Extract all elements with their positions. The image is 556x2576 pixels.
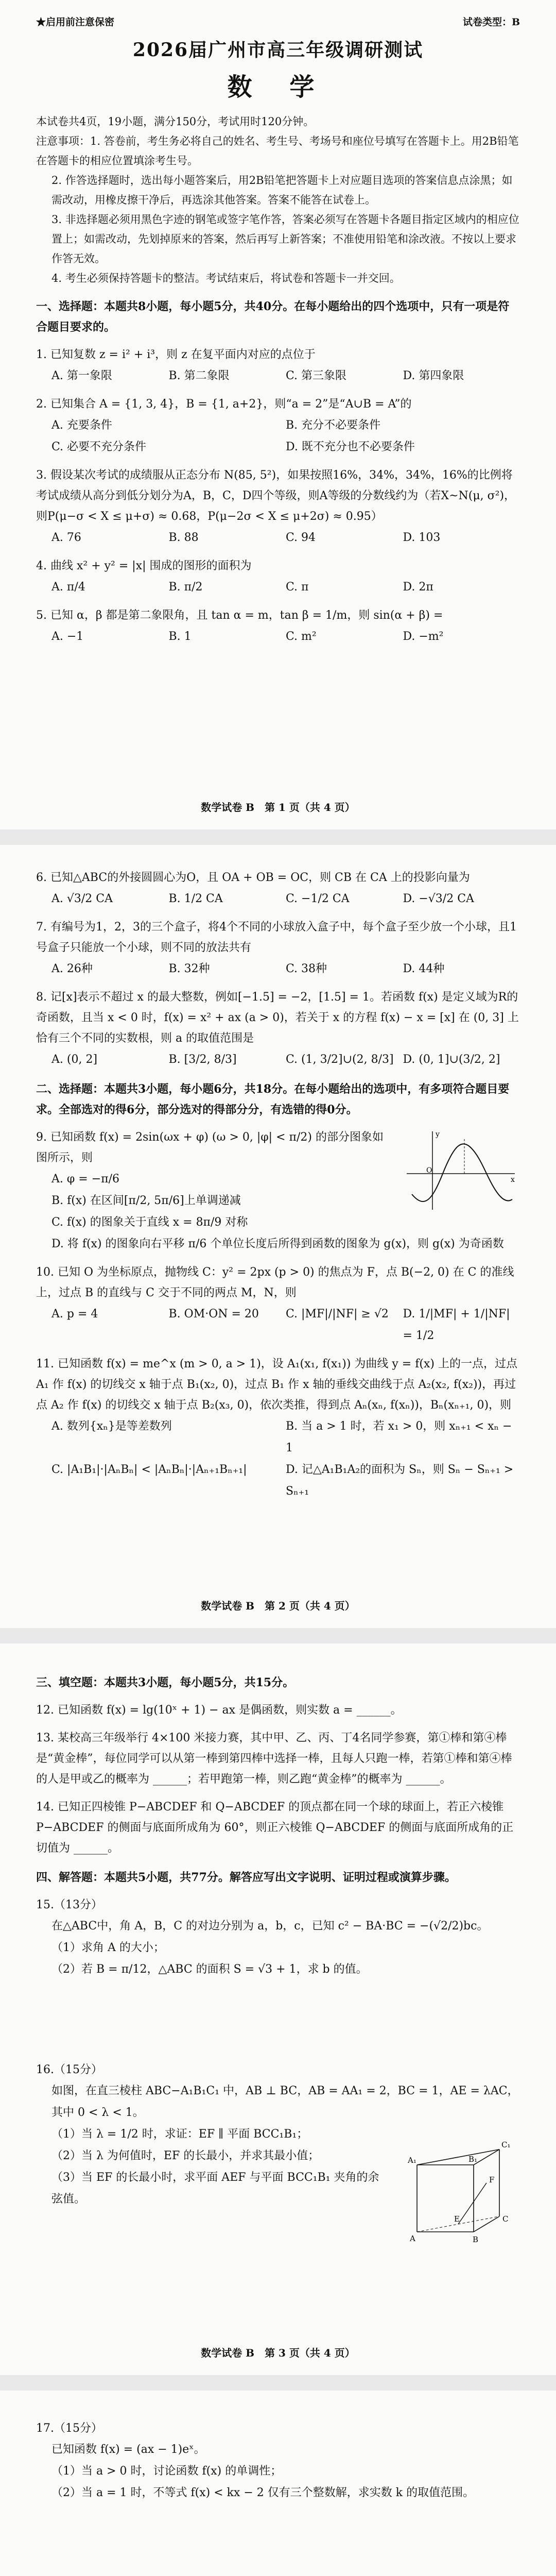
origin-label: O	[426, 1166, 432, 1175]
option-d: D. 44种	[403, 962, 445, 975]
question-6: 6. 已知△ABC的外接圆圆心为O，且 OA + OB = OC，则 CB 在 CA 上的投影向量为	[36, 871, 470, 884]
option-b: B. 充分不必要条件	[286, 419, 381, 432]
option-b: B. OM·ON = 20	[168, 1308, 259, 1320]
question-16-part-1: （1）当 λ = 1/2 时，求证：EF ∥ 平面 BCC₁B₁；	[51, 2128, 308, 2141]
question-7-options	[36, 958, 520, 980]
question-15-head: 15.（13分）	[36, 1899, 102, 1911]
sine-graph-figure	[402, 1127, 520, 1215]
option-a: A. (0, 2]	[51, 1053, 98, 1066]
header	[36, 14, 520, 28]
section-2-heading: 二、选择题：本题共3小题，每小题6分，共18分。在每小题给出的选项中，有多项符合题目要求。全部选对的得6分，部分选对的得部分分，有选错的得0分。	[36, 1082, 510, 1116]
question-5-options	[36, 626, 520, 648]
answer-space	[36, 1980, 520, 2053]
option-b: B. π/2	[168, 581, 203, 594]
option-b: B. 1	[168, 630, 192, 643]
option-a: A. −1	[51, 630, 84, 643]
label-b1: B₁	[468, 2155, 478, 2164]
option-a: A. 数列{xₙ}是等差数列	[51, 1420, 172, 1433]
question-17-stem: 已知函数 f(x) = (ax − 1)eˣ。	[51, 2443, 205, 2456]
option-d: D. 2π	[403, 581, 433, 594]
question-4: 4. 曲线 x² + y² = |x| 围成的图形的面积为	[36, 560, 252, 572]
question-2-options	[36, 415, 520, 458]
note-2: 2. 作答选择题时，选出每小题答案后，用2B铅笔把答题卡上对应题目选项的答案信息点涂黑；如需改动，用橡皮擦干净后，再选涂其他答案。答案不能答在试卷上。	[51, 174, 513, 206]
option-c: C. m²	[286, 630, 317, 643]
page-3	[0, 1643, 556, 2375]
option-c: C. |MF|/|NF| ≥ √2	[286, 1308, 389, 1320]
option-a: A. π/4	[51, 581, 85, 594]
question-3: 3. 假设某次考试的成绩服从正态分布 N(85, 5²)，如果按照16%，34%，34%，16%的比例将考试成绩从高分到低分划分为A，B，C，D四个等级，则A等级的分数线约为（若X~N(μ, σ²)，则P(μ−σ < X ≤ μ+σ) ≈ 0.68，P(μ−2σ < X ≤ μ+2σ) ≈ 0.95）	[36, 469, 516, 523]
question-10-options	[36, 1303, 520, 1347]
option-c: C. 第三象限	[286, 369, 347, 382]
page-footer: 数学试卷 B 第 2 页（共 4 页）	[201, 1600, 355, 1612]
option-b: B. [3/2, 8/3]	[168, 1053, 237, 1066]
question-11-options	[36, 1416, 520, 1502]
question-1: 1. 已知复数 z = i² + i³，则 z 在复平面内对应的点位于	[36, 348, 316, 361]
note-4: 4. 考生必须保持答题卡的整洁。考试结束后，将试卷和答题卡一并交回。	[51, 272, 401, 284]
question-11: 11. 已知函数 f(x) = me^x (m > 0, a > 1)，设 A₁(x₁, f(x₁)) 为曲线 y = f(x) 上的一点，过点 A₁ 作 f(x) 的切线交 x 轴于点 B₁(x₂, 0)，过点 B₁ 作 x 轴的垂线交曲线于点 A₂(x₂, f(x₂))，再过点 A₂ 作 f(x) 的切线交 x 轴于点 B₂(x₃, 0)，依次类推，得到点 Aₙ(xₙ, f(xₙ))，Bₙ(xₙ₊₁, 0)，则	[36, 1358, 517, 1412]
option-d: D. 第四象限	[403, 369, 464, 382]
x-label: x	[511, 1176, 515, 1184]
question-16-parts-block	[36, 2124, 520, 2244]
label-f: F	[489, 2175, 495, 2184]
question-17-head: 17.（15分）	[36, 2422, 102, 2435]
option-d: D. 记△A₁B₁A₂的面积为 Sₙ，则 Sₙ − Sₙ₊₁ > Sₙ₊₁	[286, 1463, 514, 1498]
segment-ef	[458, 2183, 486, 2224]
question-9: 9. 已知函数 f(x) = 2sin(ωx + φ) (ω > 0, |φ| < π/2) 的部分图象如图所示，则	[36, 1131, 384, 1164]
option-c: C. π	[286, 581, 309, 594]
page-2	[0, 845, 556, 1628]
label-c: C	[502, 2214, 509, 2224]
question-9-option-d: D. 将 f(x) 的图象向右平移 π/6 个单位长度后所得到函数的图象为 g(x)，则 g(x) 为奇函数	[51, 1238, 504, 1250]
option-a: A. √3/2 CA	[51, 892, 113, 905]
section-4-heading: 四、解答题：本题共5小题，共77分。解答应写出文字说明、证明过程或演算步骤。	[36, 1871, 456, 1884]
question-15-stem: 在△ABC中，角 A，B，C 的对边分别为 a，b，c，已知 c² − BA·BC = −(√2/2)bc。	[51, 1920, 489, 1933]
question-12: 12. 已知函数 f(x) = lg(10ˣ + 1) − ax 是偶函数，则实数 a = ______。	[36, 1704, 402, 1717]
label-e: E	[454, 2214, 460, 2224]
question-10: 10. 已知 O 为坐标原点，抛物线 C：y² = 2px (p > 0) 的焦点为 F，点 B(−2, 0) 在 C 的准线上，过点 B 的直线与 C 交于不同的两点 M，N，则	[36, 1266, 514, 1299]
option-a: A. 76	[51, 531, 81, 544]
question-16-head: 16.（15分）	[36, 2063, 102, 2076]
confidential-label: ★启用前注意保密	[36, 16, 115, 28]
question-4-options	[36, 577, 520, 598]
option-c: C. (1, 3/2]∪(2, 8/3]	[286, 1053, 394, 1066]
option-d: D. 1/|MF| + 1/|NF| = 1/2	[403, 1308, 510, 1342]
option-d: D. −√3/2 CA	[403, 892, 474, 905]
question-7: 7. 有编号为1，2，3的三个盒子，将4个不同的小球放入盒子中，每个盒子至少放一个小球，且1号盒子只能放一个小球，则不同的放法共有	[36, 921, 517, 954]
question-15-part-1: （1）求角 A 的大小；	[51, 1941, 165, 1954]
option-d: D. 103	[403, 531, 441, 544]
question-9-option-c: C. f(x) 的图象关于直线 x = 8π/9 对称	[51, 1216, 248, 1229]
question-3-options	[36, 527, 520, 549]
option-a: A. 充要条件	[51, 419, 112, 432]
option-c: C. 94	[286, 531, 316, 544]
exam-intro: 本试卷共4页，19小题，满分150分，考试用时120分钟。	[36, 115, 315, 128]
option-c: C. |A₁B₁|·|AₙBₙ| < |AₙBₙ|·|Aₙ₊₁Bₙ₊₁|	[51, 1463, 247, 1476]
page-1	[0, 0, 556, 829]
option-b: B. 第二象限	[168, 369, 230, 382]
question-15-part-2: （2）若 B = π/12，△ABC 的面积 S = √3 + 1，求 b 的值。	[51, 1963, 368, 1976]
paper-type-label: 试卷类型：B	[462, 16, 520, 28]
label-a1: A₁	[408, 2156, 416, 2165]
question-16-stem: 如图，在直三棱柱 ABC−A₁B₁C₁ 中，AB ⊥ BC，AB = AA₁ = 2，BC = 1，AE = λAC，其中 0 < λ < 1。	[51, 2084, 519, 2119]
option-b: B. 1/2 CA	[168, 892, 223, 905]
option-d: D. (0, 1]∪(3/2, 2]	[403, 1053, 500, 1066]
question-16-part-2: （2）当 λ 为何值时，EF 的长最小，并求其最小值；	[51, 2149, 320, 2162]
answer-space	[36, 2504, 520, 2576]
option-b: B. 88	[168, 531, 199, 544]
question-6-options	[36, 888, 520, 910]
top-face	[417, 2149, 499, 2165]
option-d: D. 既不充分也不必要条件	[286, 440, 415, 453]
question-5: 5. 已知 α，β 都是第二象限角，且 tan α = m，tan β = 1/m，则 sin(α + β) =	[36, 609, 443, 622]
note-1: 注意事项：1. 答卷前，考生务必将自己的姓名、考生号、考场号和座位号填写在答题卡上。用2B铅笔在答题卡的相应位置填涂考生号。	[36, 135, 519, 167]
question-13: 13. 某校高三年级举行 4×100 米接力赛，其中甲、乙、丙、丁4名同学参赛，第①棒和第④棒是“黄金棒”，每位同学可以从第一棒到第四棒中选择一棒，且每人只跑一棒，若第①棒和第④棒的人是甲或乙的概率为 ______；若甲跑第一棒，则乙跑“黄金棒”的概率为 ______。	[36, 1732, 512, 1786]
option-c: C. −1/2 CA	[286, 892, 350, 905]
question-1-options	[36, 365, 520, 387]
page-4	[0, 2391, 556, 2576]
prism-figure	[396, 2129, 520, 2247]
question-17-part-1: （1）当 a > 0 时，讨论函数 f(x) 的单调性；	[51, 2465, 282, 2478]
option-a: A. p = 4	[51, 1308, 98, 1320]
exam-title: 2026届广州市高三年级调研测试	[132, 39, 424, 61]
option-d: D. −m²	[403, 630, 444, 643]
section-1-heading: 一、选择题：本题共8小题，每小题5分，共40分。在每小题给出的四个选项中，只有一项是符合题目要求的。	[36, 300, 510, 334]
subject-title: 数 学	[227, 73, 329, 101]
label-a: A	[410, 2234, 415, 2243]
note-3: 3. 非选择题必须用黑色字迹的钢笔或签字笔作答，答案必须写在答题卡各题目指定区域内的相应位置上；如需改动，先划掉原来的答案，然后再写上新答案；不准使用铅笔和涂改液。不按以上要求作答无效。	[51, 213, 519, 265]
option-a: A. 26种	[51, 962, 93, 975]
option-c: C. 必要不充分条件	[51, 440, 147, 453]
question-8-options	[36, 1049, 520, 1071]
question-16-part-3: （3）当 EF 的长最小时，求平面 AEF 与平面 BCC₁B₁ 夹角的余弦值。	[51, 2171, 379, 2206]
question-14: 14. 已知正四棱锥 P−ABCDEF 和 Q−ABCDEF 的顶点都在同一个球的球面上，若正六棱锥 P−ABCDEF 的侧面与底面所成角为 60°，则正六棱锥 Q−ABCDEF 的侧面与底面所成角的正切值为 ______。	[36, 1801, 514, 1855]
option-b: B. 当 a > 1 时，若 x₁ > 0，则 xₙ₊₁ < xₙ − 1	[286, 1420, 512, 1454]
y-label: y	[436, 1130, 440, 1139]
question-2: 2. 已知集合 A = {1, 3, 4}，B = {1, a+2}，则“a = 2”是“A∪B = A”的	[36, 398, 412, 411]
page-footer: 数学试卷 B 第 1 页（共 4 页）	[201, 801, 355, 814]
label-b: B	[473, 2235, 479, 2244]
question-9-option-a: A. φ = −π/6	[51, 1173, 119, 1185]
label-c1: C₁	[501, 2140, 511, 2149]
option-a: A. 第一象限	[51, 369, 112, 382]
option-b: B. 32种	[168, 962, 210, 975]
question-8: 8. 记[x]表示不超过 x 的最大整数，例如[−1.5] = −2，[1.5] = 1。若函数 f(x) 是定义域为R的奇函数，且当 x < 0 时，f(x) = x² + ax (a > 0)，若关于 x 的方程 f(x) − x = [x] 在 (0, 3] 上恰有三个不同的实数根，则 a 的取值范围是	[36, 991, 519, 1045]
question-9-option-b: B. f(x) 在区间[π/2, 5π/6]上单调递减	[51, 1194, 241, 1207]
question-17-part-2: （2）当 a = 1 时，不等式 f(x) < kx − 2 仅有三个整数解，求实数 k 的取值范围。	[51, 2486, 475, 2499]
page-footer: 数学试卷 B 第 3 页（共 4 页）	[201, 2347, 355, 2359]
section-3-heading: 三、填空题：本题共3小题，每小题5分，共15分。	[36, 1676, 294, 1689]
option-c: C. 38种	[286, 962, 327, 975]
